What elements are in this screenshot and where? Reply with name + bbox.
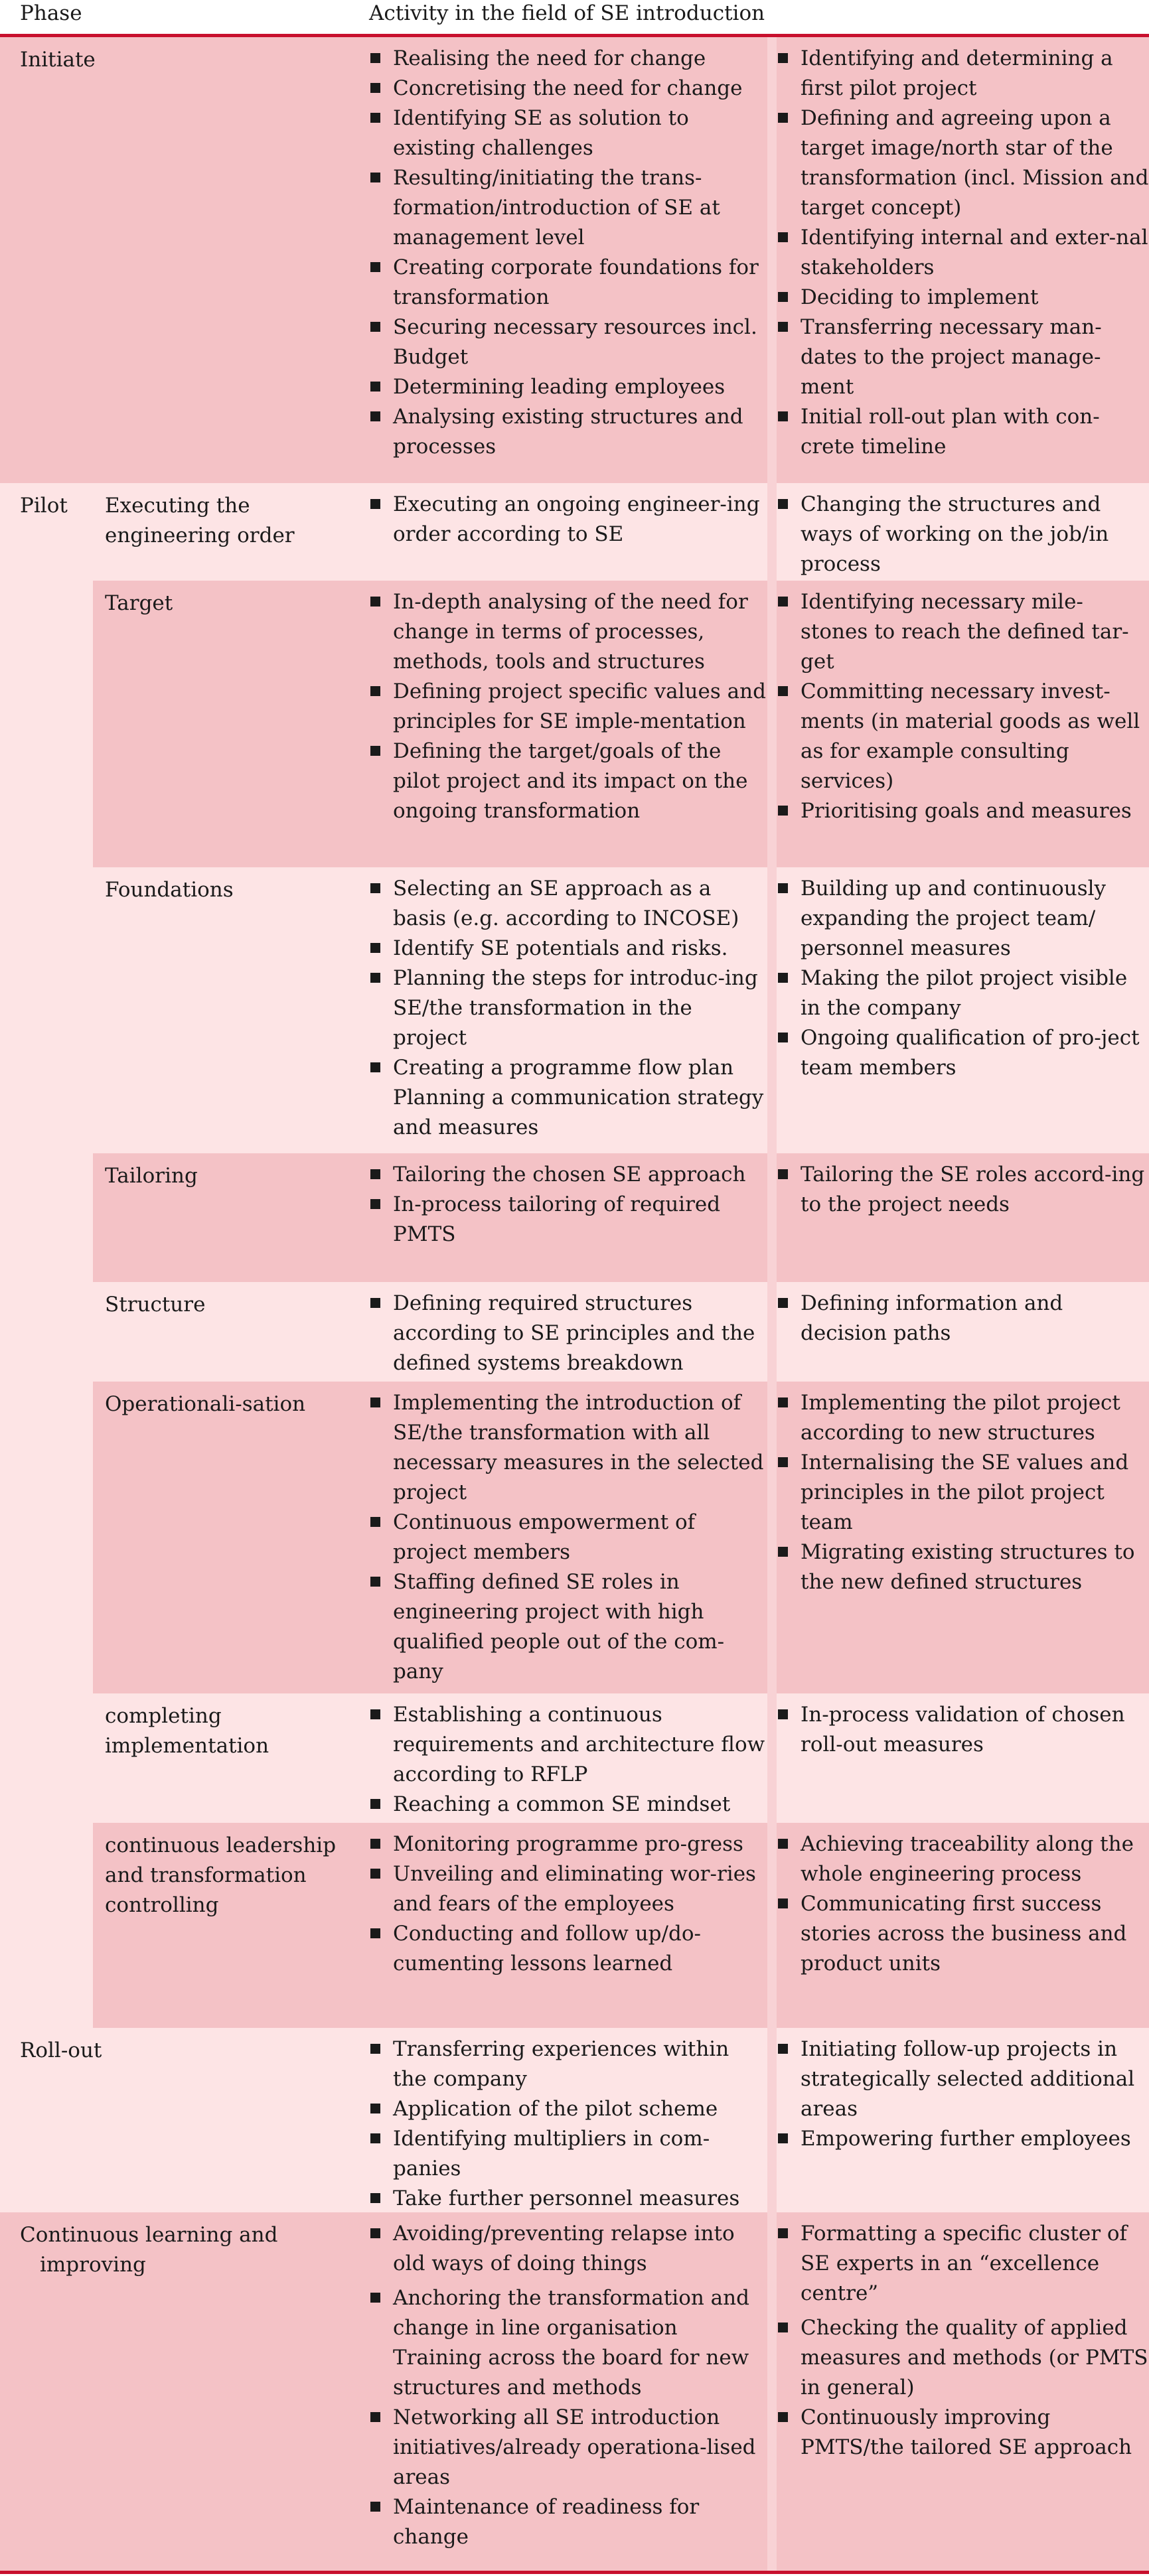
continuous-activities-right <box>777 2212 1149 2571</box>
list-item: Identify SE potentials and risks. <box>369 934 767 964</box>
phase-continuous-learning <box>0 2212 345 2571</box>
pilot-completing <box>93 1693 1149 1823</box>
sub-phase-tailoring: Tailoring <box>105 1164 198 1188</box>
list-item: Anchoring the transformation and change in line organisation Training across the board for new structures and methods <box>369 2283 767 2403</box>
list-item: In-process tailoring of required PMTS <box>369 1190 767 1250</box>
table-bottom-rule <box>0 2571 1149 2574</box>
list-item: Implementing the introduction of SE/the transformation with all necessary measures in the selected project <box>369 1388 767 1508</box>
list-item: Building up and continuously expanding the project team/ personnel measures <box>777 874 1149 964</box>
pilot-foundations <box>93 867 1149 1153</box>
list-item: Determining leading employees <box>369 372 767 402</box>
sub-phase-foundations: Foundations <box>105 878 234 902</box>
pilot-target <box>93 581 1149 867</box>
list-item: Initiating follow-up projects in strategically selected additional areas <box>777 2035 1149 2124</box>
continuous-activities-left <box>369 2212 767 2571</box>
target-activities-left <box>369 581 767 867</box>
list-item: Realising the need for change <box>369 44 767 74</box>
pilot-tailoring <box>93 1153 1149 1282</box>
rollout-activities-left <box>369 2028 767 2212</box>
list-item: Creating corporate foundations for transformation <box>369 253 767 313</box>
list-item: Reaching a common SE mindset <box>369 1790 767 1820</box>
list-item: Implementing the pilot project according to new structures <box>777 1388 1149 1448</box>
rollout-activities-right <box>777 2028 1149 2212</box>
structure-activities-left <box>369 1282 767 1382</box>
foundations-activities-right <box>777 867 1149 1153</box>
phase-rollout: Roll-out <box>20 2039 102 2062</box>
list-item: Empowering further employees <box>777 2124 1149 2154</box>
leadership-activities-right <box>777 1823 1149 2028</box>
foundations-activities-left <box>369 867 767 1153</box>
pilot-executing <box>93 483 1149 581</box>
sub-phase-structure: Structure <box>105 1293 206 1317</box>
operationalisation-activities-left <box>369 1382 767 1693</box>
list-item: Take further personnel measures <box>369 2184 767 2214</box>
list-item: Monitoring programme pro-gress <box>369 1829 767 1859</box>
sub-phase-operationalisation: Operationali-sation <box>105 1392 306 1416</box>
list-item: Application of the pilot scheme <box>369 2094 767 2124</box>
list-item: Selecting an SE approach as a basis (e.g. according to INCOSE) <box>369 874 767 934</box>
list-item: Transferring experiences within the company <box>369 2035 767 2094</box>
structure-activities-right <box>777 1282 1149 1382</box>
initiate-activities-right <box>777 37 1149 483</box>
list-item: Committing necessary invest-ments (in material goods as well as for example consulting services) <box>777 677 1149 796</box>
list-item: Networking all SE introduction initiatives/already operationa-lised areas <box>369 2403 767 2492</box>
sub-phase-target: Target <box>105 591 173 615</box>
list-item: Defining and agreeing upon a target image/north star of the transformation (incl. Mission and target concept) <box>777 104 1149 223</box>
list-item: Deciding to implement <box>777 283 1149 313</box>
list-item: Formatting a specific cluster of SE experts in an “excellence centre” <box>777 2219 1149 2309</box>
tailoring-activities-right <box>777 1153 1149 1282</box>
sub-phase-completing: completing implementation <box>105 1704 269 1758</box>
list-item: Analysing existing structures and processes <box>369 402 767 462</box>
row-rollout <box>0 2028 1149 2212</box>
list-item: In-depth analysing of the need for change in terms of processes, methods, tools and structures <box>369 587 767 677</box>
list-item: Defining required structures according to SE principles and the defined systems breakdown <box>369 1289 767 1378</box>
list-item: Continuously improving PMTS/the tailored SE approach <box>777 2403 1149 2463</box>
list-item: Concretising the need for change <box>369 74 767 104</box>
phase-initiate: Initiate <box>20 48 96 72</box>
phase-continuous-learning-label: Continuous learning and improving <box>20 2223 278 2277</box>
list-item: Defining information and decision paths <box>777 1289 1149 1348</box>
list-item: Unveiling and eliminating wor-ries and fears of the employees <box>369 1859 767 1919</box>
list-item: Staffing defined SE roles in engineering project with high qualified people out of the com-pany <box>369 1567 767 1687</box>
sub-phase-leadership: continuous leadership and transformation controlling <box>105 1833 337 1917</box>
list-item: Maintenance of readiness for change <box>369 2492 767 2552</box>
header-activity: Activity in the field of SE introduction <box>369 1 765 25</box>
pilot-leadership <box>93 1823 1149 2028</box>
row-initiate <box>0 37 1149 483</box>
list-item: Planning the steps for introduc-ing SE/the transformation in the project <box>369 964 767 1053</box>
list-item: Avoiding/preventing relapse into old ways of doing things <box>369 2219 767 2279</box>
list-item: Making the pilot project visible in the company <box>777 964 1149 1023</box>
list-item: Identifying internal and exter-nal stakeholders <box>777 223 1149 283</box>
list-item: Resulting/initiating the trans-formation/introduction of SE at management level <box>369 163 767 253</box>
list-item: Achieving traceability along the whole engineering process <box>777 1829 1149 1889</box>
list-item: Migrating existing structures to the new defined structures <box>777 1538 1149 1597</box>
list-item: Tailoring the chosen SE approach <box>369 1160 767 1190</box>
sub-phase-executing: Executing the engineering order <box>105 494 295 547</box>
list-item: Identifying multipliers in com-panies <box>369 2124 767 2184</box>
pilot-operationalisation <box>93 1382 1149 1693</box>
phase-pilot: Pilot <box>20 494 68 518</box>
list-item: Conducting and follow up/do-cumenting lessons learned <box>369 1919 767 1979</box>
list-item: Prioritising goals and measures <box>777 796 1149 826</box>
list-item: Executing an ongoing engineer-ing order according to SE <box>369 490 767 549</box>
list-item: Securing necessary resources incl. Budget <box>369 313 767 372</box>
completing-activities-right <box>777 1693 1149 1823</box>
list-item: Defining the target/goals of the pilot project and its impact on the ongoing transformation <box>369 737 767 826</box>
pilot-structure <box>93 1282 1149 1382</box>
leadership-activities-left <box>369 1823 767 2028</box>
executing-activities-left <box>369 483 767 581</box>
list-item: Tailoring the SE roles accord-ing to the project needs <box>777 1160 1149 1220</box>
list-item: Defining project specific values and principles for SE imple-mentation <box>369 677 767 737</box>
list-item: Identifying and determining a first pilot project <box>777 44 1149 104</box>
initiate-activities-left <box>369 37 767 483</box>
list-item: Checking the quality of applied measures and methods (or PMTS in general) <box>777 2313 1149 2403</box>
header-phase: Phase <box>20 1 82 25</box>
tailoring-activities-left <box>369 1153 767 1282</box>
list-item: Initial roll-out plan with con-crete timeline <box>777 402 1149 462</box>
list-item: Communicating first success stories across the business and product units <box>777 1889 1149 1979</box>
list-item: Continuous empowerment of project members <box>369 1508 767 1567</box>
list-item: Creating a programme flow plan Planning a communication strategy and measures <box>369 1053 767 1143</box>
executing-activities-right <box>777 483 1149 581</box>
list-item: Internalising the SE values and principles in the pilot project team <box>777 1448 1149 1538</box>
row-continuous-learning <box>0 2212 1149 2571</box>
list-item: Identifying necessary mile-stones to reach the defined tar-get <box>777 587 1149 677</box>
list-item: Establishing a continuous requirements and architecture flow according to RFLP <box>369 1700 767 1790</box>
list-item: Identifying SE as solution to existing challenges <box>369 104 767 163</box>
list-item: In-process validation of chosen roll-out measures <box>777 1700 1149 1760</box>
table-header <box>0 0 1149 37</box>
list-item: Changing the structures and ways of working on the job/in process <box>777 490 1149 579</box>
operationalisation-activities-right <box>777 1382 1149 1693</box>
target-activities-right <box>777 581 1149 867</box>
completing-activities-left <box>369 1693 767 1823</box>
list-item: Ongoing qualification of pro-ject team members <box>777 1023 1149 1083</box>
list-item: Transferring necessary man-dates to the project manage-ment <box>777 313 1149 402</box>
